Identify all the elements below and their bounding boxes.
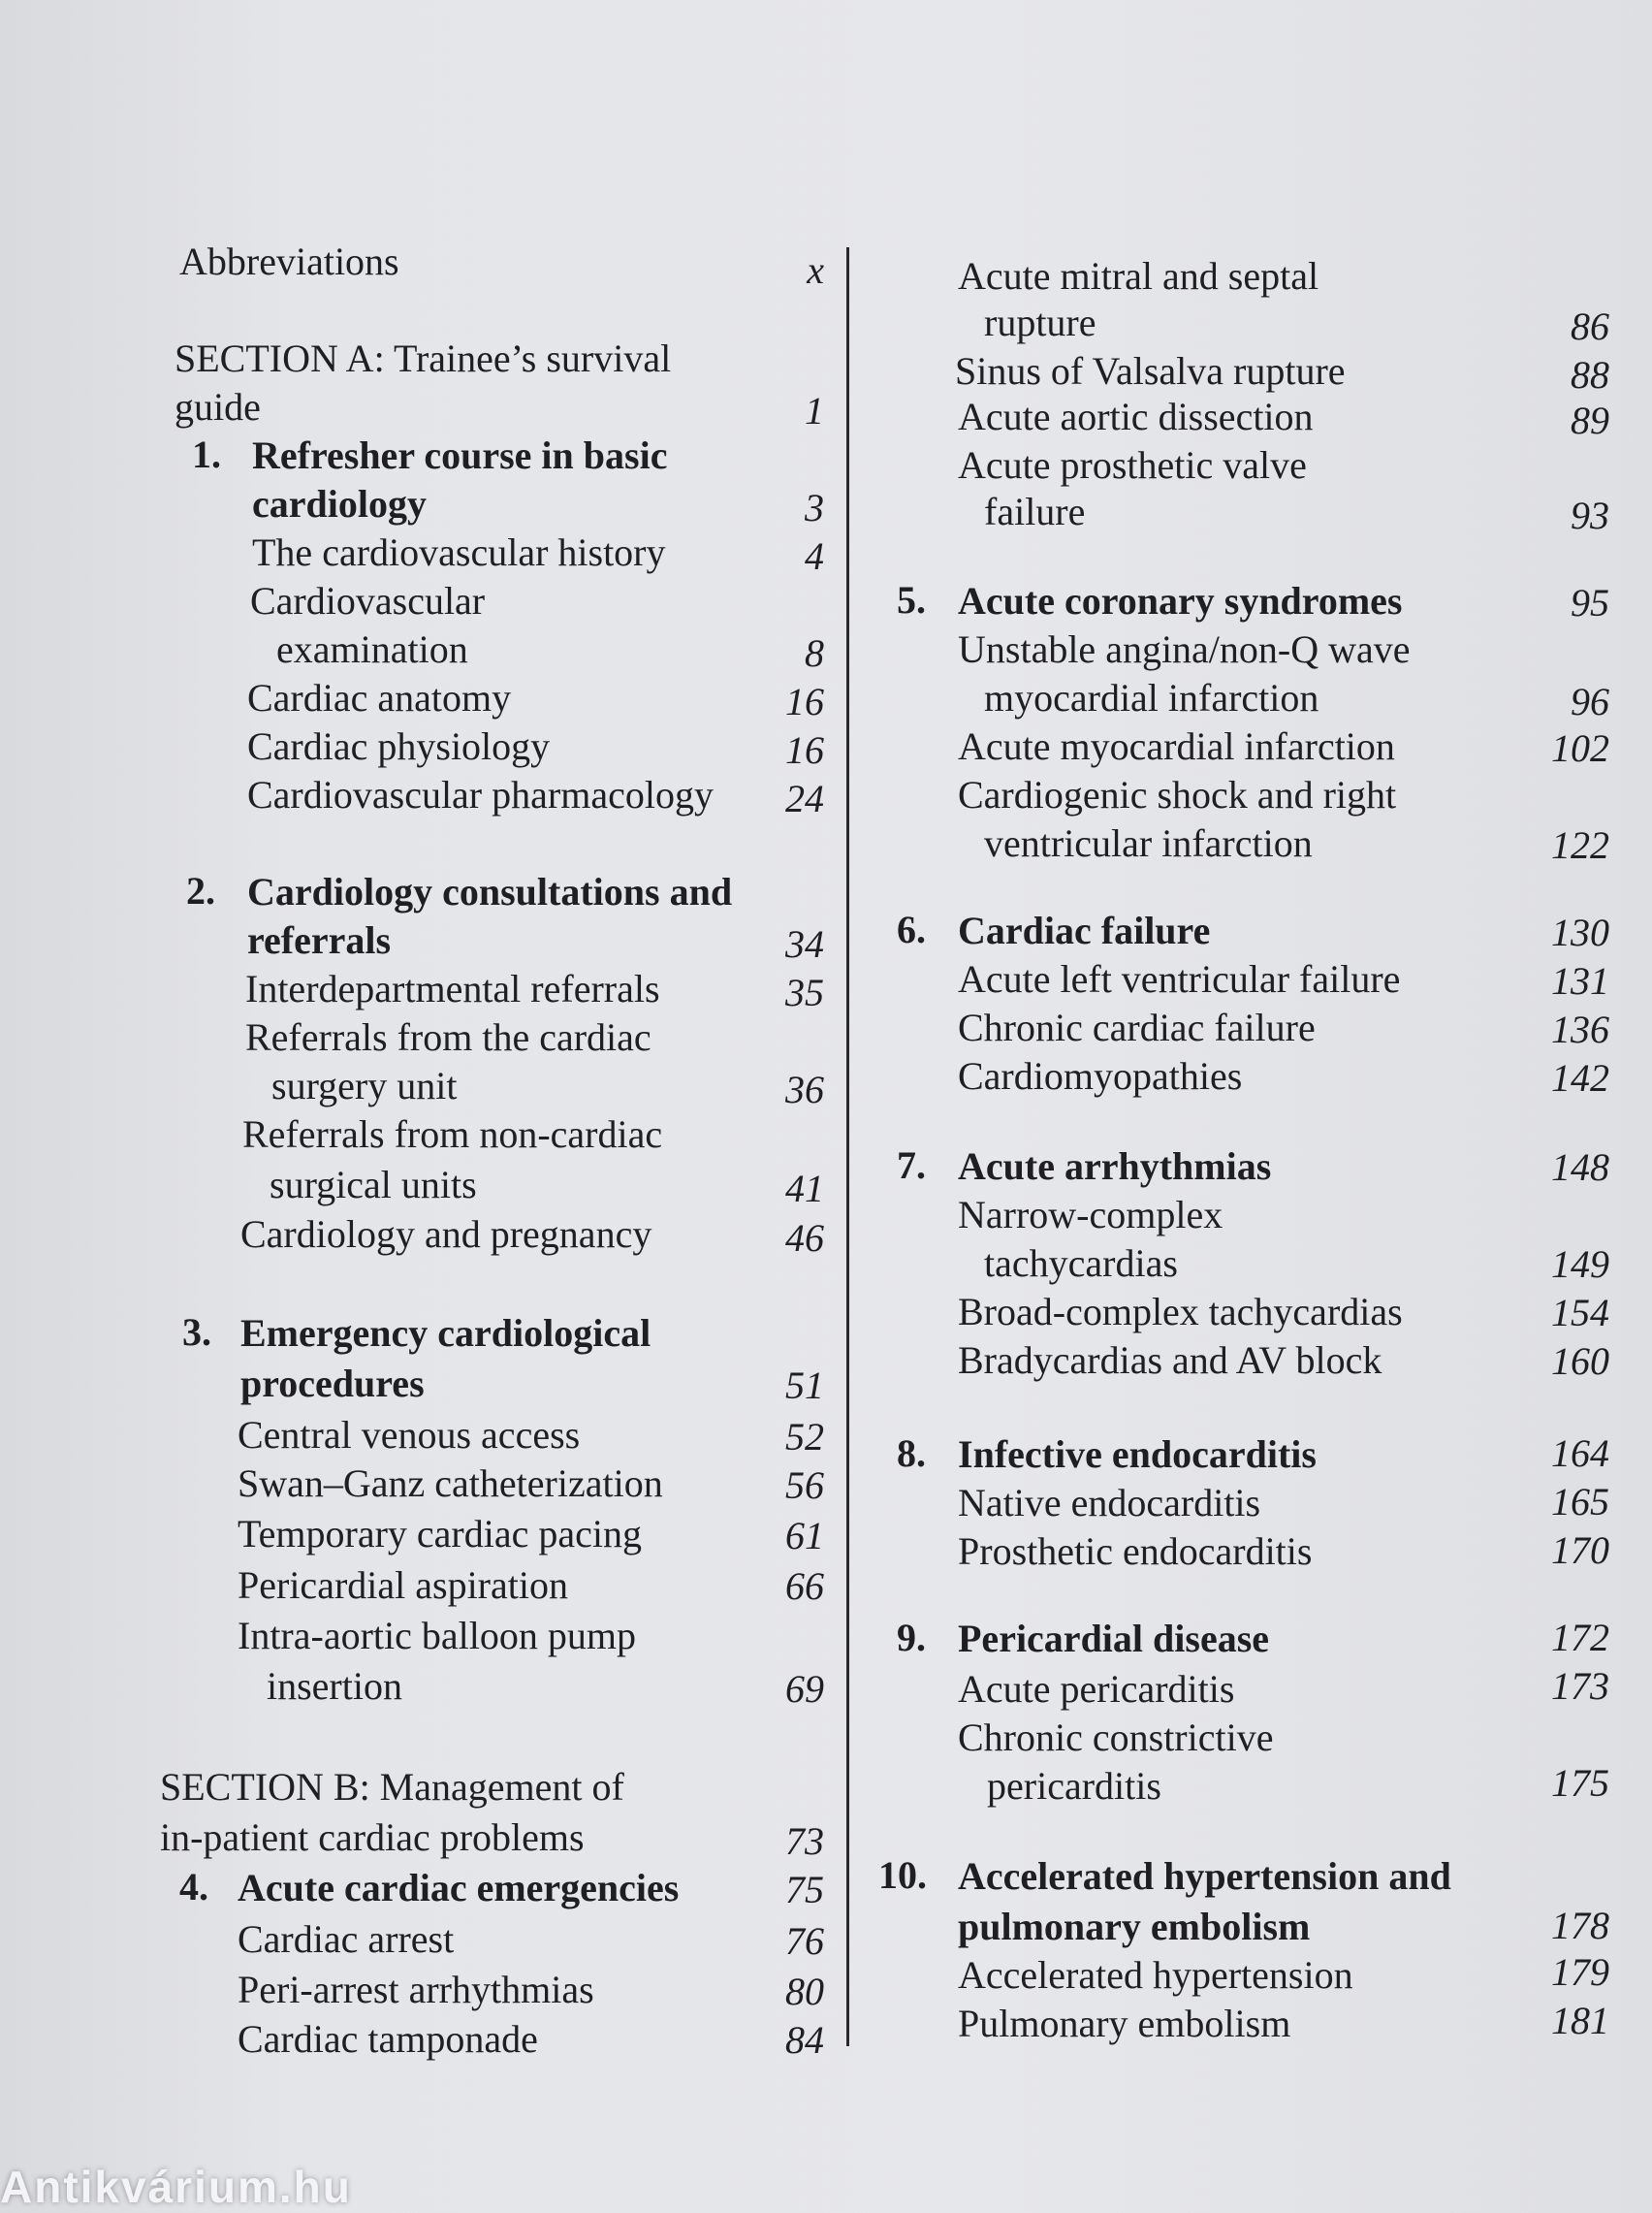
page-number: 122 — [1551, 823, 1609, 867]
chapter-title[interactable]: Emergency cardiological — [240, 1311, 651, 1355]
toc-entry[interactable]: Prosthetic endocarditis — [958, 1529, 1313, 1573]
chapter-title[interactable]: Acute coronary syndromes — [958, 579, 1403, 623]
toc-entry[interactable]: Chronic constrictive — [958, 1716, 1274, 1759]
watermark: Antikvárium.hu — [0, 2162, 352, 2212]
chapter-title[interactable]: Acute cardiac emergencies — [238, 1866, 680, 1909]
chapter-number: 8. — [897, 1431, 926, 1475]
page-number: 173 — [1551, 1664, 1609, 1708]
toc-entry[interactable]: rupture — [984, 301, 1096, 344]
toc-entry[interactable]: Native endocarditis — [958, 1481, 1261, 1524]
chapter-number: 4. — [179, 1865, 208, 1908]
toc-entry[interactable]: ventricular infarction — [984, 821, 1313, 865]
toc-entry[interactable]: The cardiovascular history — [252, 530, 666, 574]
chapter-title[interactable]: Acute arrhythmias — [958, 1144, 1272, 1188]
page-number: 88 — [1571, 353, 1609, 397]
chapter-title[interactable]: Refresher course in basic — [252, 433, 668, 477]
page-number: 76 — [785, 1919, 824, 1963]
page-number: 130 — [1551, 911, 1609, 954]
page-number: 52 — [785, 1415, 824, 1459]
page-number: 181 — [1551, 1999, 1609, 2042]
toc-entry[interactable]: Acute prosthetic valve — [958, 443, 1307, 487]
page-number: 136 — [1551, 1008, 1609, 1051]
page-number: 178 — [1551, 1904, 1609, 1947]
column-divider — [846, 247, 849, 2046]
toc-entry[interactable]: Acute aortic dissection — [958, 395, 1314, 438]
page-number: 36 — [785, 1068, 824, 1111]
toc-entry[interactable]: tachycardias — [984, 1241, 1178, 1285]
toc-entry[interactable]: Temporary cardiac pacing — [238, 1512, 642, 1556]
toc-entry[interactable]: guide — [175, 385, 261, 429]
toc-entry[interactable]: Unstable angina/non-Q wave — [958, 627, 1411, 671]
toc-entry[interactable]: Sinus of Valsalva rupture — [955, 349, 1346, 393]
page-number: 61 — [785, 1514, 824, 1557]
toc-entry[interactable]: SECTION A: Trainee’s survival — [175, 337, 672, 380]
page-number: 35 — [785, 971, 824, 1014]
page-number: 131 — [1551, 959, 1609, 1003]
toc-entry[interactable]: Cardiology and pregnancy — [240, 1212, 652, 1256]
page-number: 75 — [785, 1868, 824, 1911]
toc-entry[interactable]: myocardial infarction — [984, 676, 1319, 720]
toc-entry[interactable]: SECTION B: Management of — [160, 1765, 624, 1809]
page-number: 84 — [785, 2018, 824, 2062]
page-number: 89 — [1571, 399, 1609, 442]
toc-entry[interactable]: Abbreviations — [179, 240, 399, 283]
page-number: 96 — [1571, 680, 1609, 723]
page-number: 41 — [785, 1167, 824, 1210]
chapter-title[interactable]: Cardiology consultations and — [247, 870, 733, 914]
chapter-title[interactable]: Pericardial disease — [958, 1617, 1270, 1660]
toc-entry[interactable]: Cardiovascular pharmacology — [247, 773, 714, 817]
toc-entry[interactable]: Acute myocardial infarction — [958, 724, 1395, 768]
page-number: 4 — [805, 534, 824, 578]
chapter-number: 5. — [897, 578, 926, 622]
page-number: 16 — [785, 728, 824, 772]
page-number: 175 — [1551, 1761, 1609, 1805]
chapter-title[interactable]: cardiology — [252, 482, 427, 526]
page-number: 73 — [785, 1819, 824, 1863]
toc-entry[interactable]: Cardiac physiology — [247, 724, 551, 768]
page-number: 34 — [785, 922, 824, 966]
page-number: 179 — [1551, 1950, 1609, 1994]
toc-entry[interactable]: Cardiogenic shock and right — [958, 773, 1397, 817]
page-number: 170 — [1551, 1528, 1609, 1572]
page-number: 86 — [1571, 305, 1609, 348]
page-number: x — [807, 248, 824, 292]
toc-entry[interactable]: Narrow-complex — [958, 1193, 1223, 1236]
toc-entry[interactable]: Interdepartmental referrals — [245, 967, 660, 1010]
page-number: 56 — [785, 1463, 824, 1507]
page-number: 8 — [805, 631, 824, 675]
toc-entry[interactable]: surgery unit — [271, 1064, 458, 1107]
page-number: 69 — [785, 1667, 824, 1711]
toc-entry[interactable]: Swan–Ganz catheterization — [238, 1461, 663, 1505]
chapter-number: 6. — [897, 908, 926, 951]
page-number: 3 — [805, 486, 824, 529]
toc-entry[interactable]: Cardiovascular — [250, 579, 486, 623]
page-number: 148 — [1551, 1145, 1609, 1189]
toc-entry[interactable]: Bradycardias and AV block — [958, 1338, 1382, 1382]
chapter-number: 2. — [186, 869, 215, 913]
toc-entry[interactable]: Cardiac tamponade — [238, 2017, 538, 2061]
page-number: 66 — [785, 1564, 824, 1608]
toc-entry[interactable]: insertion — [267, 1664, 402, 1708]
toc-entry[interactable]: Broad-complex tachycardias — [958, 1290, 1403, 1333]
toc-entry[interactable]: Acute pericarditis — [958, 1667, 1235, 1711]
chapter-number: 1. — [192, 433, 221, 476]
chapter-number: 9. — [897, 1616, 926, 1659]
chapter-title[interactable]: Cardiac failure — [958, 909, 1211, 952]
toc-entry[interactable]: Cardiac arrest — [238, 1917, 455, 1961]
chapter-number: 10. — [878, 1853, 927, 1897]
chapter-title[interactable]: pulmonary embolism — [958, 1905, 1311, 1948]
page-number: 172 — [1551, 1616, 1609, 1659]
page-number: 102 — [1551, 726, 1609, 770]
toc-entry[interactable]: surgical units — [270, 1163, 477, 1206]
toc-entry[interactable]: pericarditis — [987, 1764, 1161, 1808]
page-number: 80 — [785, 1970, 824, 2013]
toc-entry[interactable]: Cardiomyopathies — [958, 1054, 1243, 1098]
toc-entry[interactable]: Central venous access — [238, 1413, 581, 1457]
chapter-title[interactable]: referrals — [247, 918, 392, 962]
page-number: 24 — [785, 777, 824, 820]
page-number: 93 — [1571, 494, 1609, 537]
toc-entry[interactable]: Intra-aortic balloon pump — [238, 1614, 636, 1657]
page-number: 1 — [805, 389, 824, 433]
toc-entry[interactable]: Accelerated hypertension — [958, 1953, 1353, 1997]
toc-entry[interactable]: examination — [276, 627, 468, 671]
chapter-title[interactable]: Accelerated hypertension and — [958, 1854, 1451, 1898]
toc-entry[interactable]: Pulmonary embolism — [958, 2002, 1291, 2045]
page-number: 46 — [785, 1216, 824, 1260]
chapter-number: 7. — [897, 1143, 926, 1187]
page-number: 95 — [1571, 581, 1609, 625]
chapter-number: 3. — [182, 1310, 211, 1354]
toc-entry[interactable]: Peri-arrest arrhythmias — [238, 1968, 594, 2011]
page-number: 51 — [785, 1363, 824, 1407]
toc-entry[interactable]: failure — [984, 490, 1086, 533]
toc-entry[interactable]: Acute mitral and septal — [958, 254, 1319, 298]
page-number: 164 — [1551, 1431, 1609, 1475]
page-number: 142 — [1551, 1056, 1609, 1100]
toc-entry[interactable]: in-patient cardiac problems — [160, 1815, 585, 1859]
page-number: 165 — [1551, 1480, 1609, 1523]
page-number: 160 — [1551, 1339, 1609, 1383]
toc-entry[interactable]: Chronic cardiac failure — [958, 1006, 1316, 1049]
toc-entry[interactable]: Cardiac anatomy — [247, 676, 512, 720]
page-number: 149 — [1551, 1242, 1609, 1286]
chapter-title[interactable]: procedures — [240, 1362, 425, 1405]
page-number: 154 — [1551, 1291, 1609, 1334]
page-number: 16 — [785, 680, 824, 723]
toc-entry[interactable]: Referrals from the cardiac — [245, 1015, 651, 1059]
toc-entry[interactable]: Pericardial aspiration — [238, 1563, 568, 1607]
toc-entry[interactable]: Referrals from non-cardiac — [242, 1112, 663, 1156]
chapter-title[interactable]: Infective endocarditis — [958, 1432, 1317, 1476]
toc-entry[interactable]: Acute left ventricular failure — [958, 957, 1401, 1001]
